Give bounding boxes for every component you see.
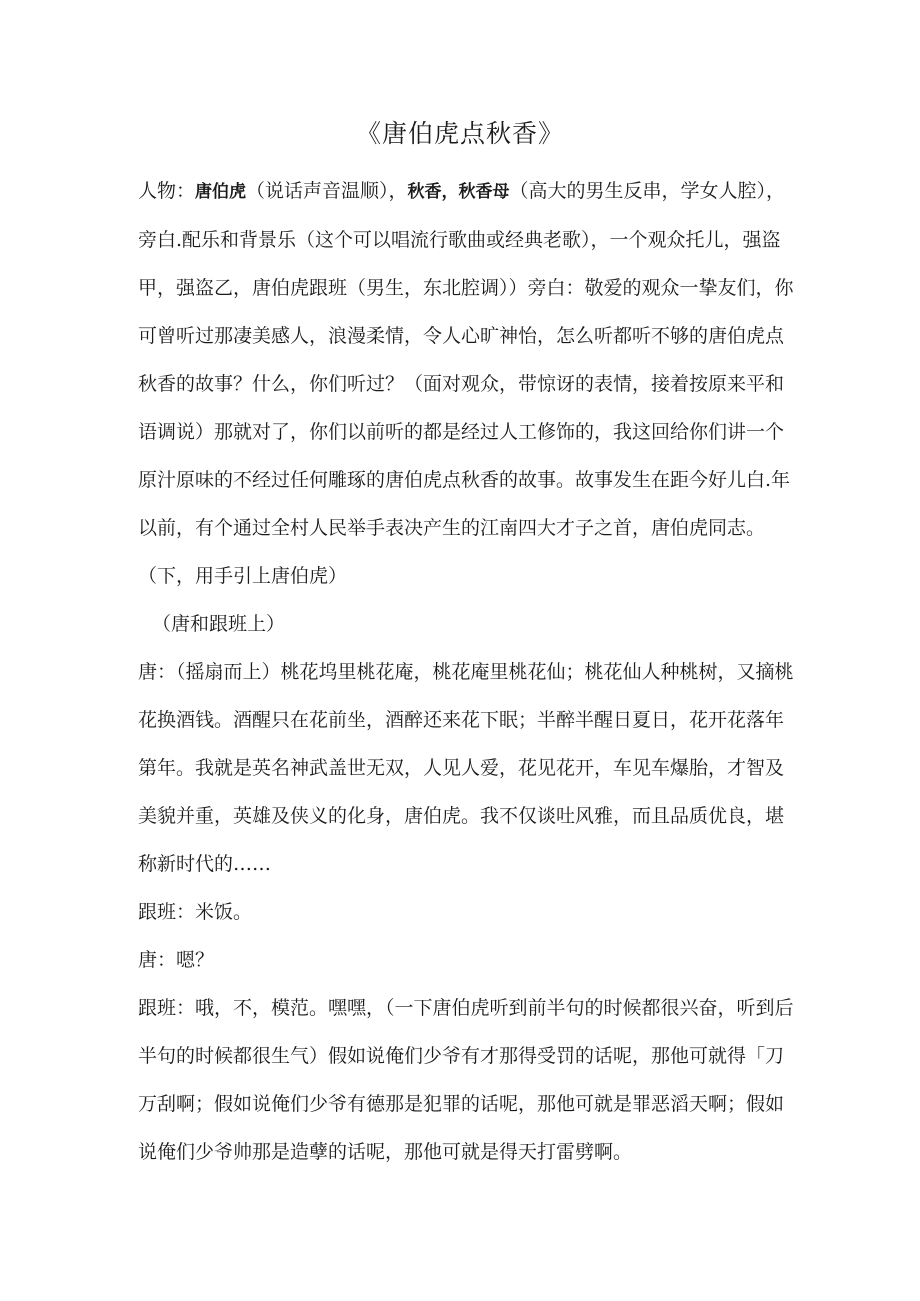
document-body (138, 167, 798, 1176)
cast-text-2: （高大的男生反串，学女人腔），旁白.配乐和背景乐（这个可以唱流行歌曲或经典老歌），一个观众托儿，强盗甲，强盗乙，唐伯虎跟班（男生，东北腔调））旁白：敬爱的观众一挚友们，你可曾听过那凄美感人，浪漫柔情，令人心旷神怡，怎么听都听不够的唐伯虎点秋香的故事？什么，你们听过？（面对观众，带惊讶的表情，接着按原来平和语调说）那就对了，你们以前听的都是经过人工修饰的，我这回给你们讲一个原汁原味的不经过任何雕琢的唐伯虎点秋香的故事。故事发生在距今好儿白.年以前，有个通过全村人民举手表决产生的江南四大才子之首，唐伯虎同志。（下，用手引上唐伯虎） (138, 180, 794, 587)
dialogue-tang-1: 唐：（摇扇而上）桃花坞里桃花庵，桃花庵里桃花仙；桃花仙人种桃树，又摘桃花换酒钱。酒醒只在花前坐，酒醉还来花下眠；半醉半醒日夏日，花开花落年第年。我就是英名神武盖世无双，人见人爱，花见花开，车见车爆胎，才智及美貌并重，英雄及侠义的化身，唐伯虎。我不仅谈吐风雅，而且品质优良，堪称新时代的…… (138, 661, 794, 875)
stage-direction: （唐和跟班上） (152, 613, 286, 635)
cast-paragraph (138, 167, 798, 600)
dialogue-genban-2: 跟班：哦，不，模范。嘿嘿，（一下唐伯虎听到前半句的时候都很兴奋，听到后半句的时候都很生气）假如说俺们少爷有才那得受罚的话呢，那他可就得「刀万刮啊；假如说俺们少爷有德那是犯罪的话呢，那他可就是罪恶滔天啊；假如说俺们少爷帅那是造孽的话呢，那他可就是得天打雷劈啊。 (138, 997, 794, 1163)
cast-text-1: （说话声音温顺）， (246, 180, 408, 202)
dialogue-tang-2: 唐：嗯？ (138, 949, 215, 971)
cast-label: 人物： (138, 180, 196, 202)
character-names-qiuxiang: 秋香，秋香母 (407, 182, 510, 202)
dialogue-genban-1: 跟班：米饭。 (138, 901, 253, 923)
character-name-tang: 唐伯虎 (195, 182, 247, 202)
document-title: 《唐伯虎点秋香》 (355, 119, 564, 148)
